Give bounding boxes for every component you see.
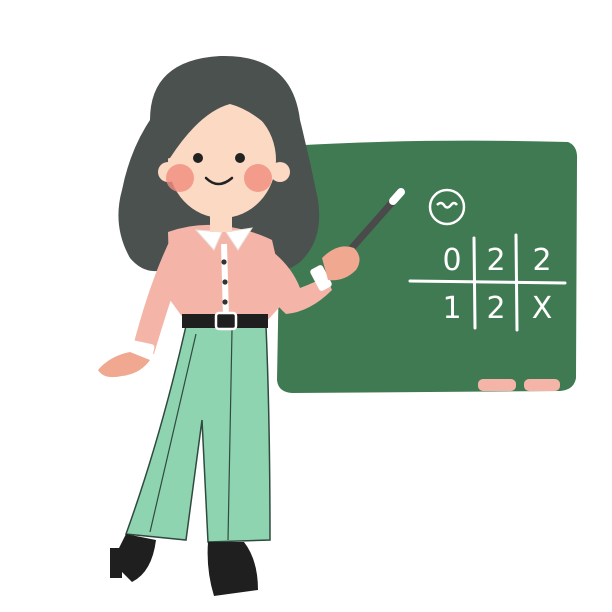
ear <box>270 162 290 182</box>
shirt-button <box>222 299 227 304</box>
right-shoe <box>208 542 258 596</box>
left-shoe-heel <box>110 548 122 578</box>
chalk-piece <box>478 379 516 391</box>
belt <box>182 314 268 328</box>
grid-cell: 0 <box>442 243 462 278</box>
grid-cell: 2 <box>532 243 552 278</box>
pants <box>126 326 270 542</box>
grid-cell: 1 <box>442 291 462 326</box>
grid-cell: 2 <box>486 291 506 326</box>
cheek-blush <box>244 164 272 192</box>
left-hand <box>98 352 150 377</box>
shirt-button <box>221 259 226 264</box>
shirt-button <box>222 279 227 284</box>
eye <box>235 153 245 163</box>
grid-cell: X <box>531 291 553 326</box>
chalk-piece <box>524 379 560 391</box>
grid-cell: 2 <box>486 243 506 278</box>
cheek-blush <box>166 164 194 192</box>
eye <box>193 153 203 163</box>
